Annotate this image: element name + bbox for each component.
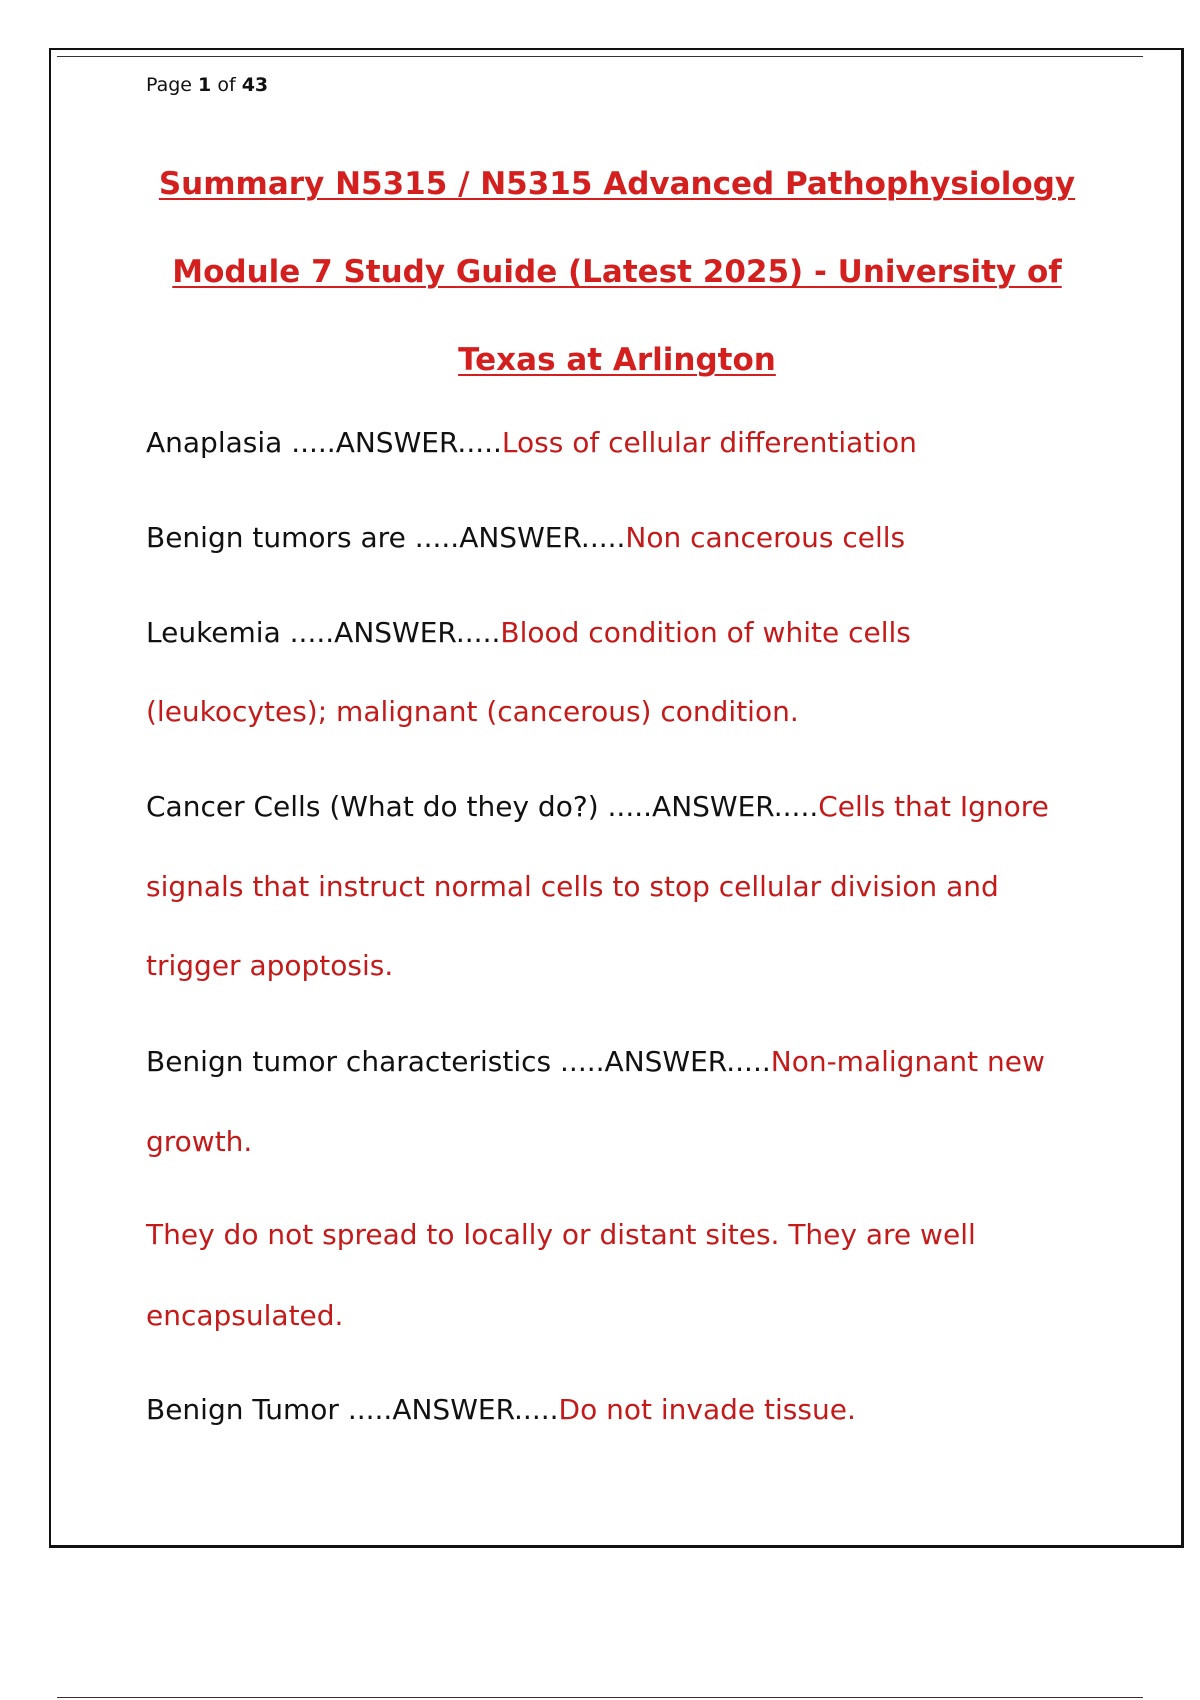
page-number xyxy=(146,74,268,96)
qa-separator: .....ANSWER..... xyxy=(289,616,501,649)
qa-answer: Non cancerous cells xyxy=(625,521,906,554)
top-rule xyxy=(57,56,1143,57)
qa-answer-continuation: They do not spread to locally or distant sites. They are well xyxy=(146,1218,976,1251)
qa-separator: .....ANSWER..... xyxy=(560,1045,771,1078)
qa-answer: Loss of cellular differentiation xyxy=(501,426,917,459)
qa-separator: .....ANSWER..... xyxy=(291,426,502,459)
qa-separator: .....ANSWER..... xyxy=(607,790,819,823)
bottom-rule xyxy=(57,1697,1143,1698)
page-current: 1 xyxy=(198,74,212,96)
qa-item-anaplasia xyxy=(146,426,917,459)
qa-answer-continuation: signals that instruct normal cells to stop cellular division and xyxy=(146,870,999,903)
qa-answer: Blood condition of white cells xyxy=(500,616,911,649)
qa-item-benign-tumor-characteristics xyxy=(146,1045,1045,1078)
document-title xyxy=(146,140,1088,404)
page-label: Page xyxy=(146,74,192,96)
qa-answer-continuation: growth. xyxy=(146,1125,253,1158)
page-of: of xyxy=(217,74,236,96)
qa-term: Benign tumor characteristics xyxy=(146,1045,552,1078)
qa-answer: Non-malignant new xyxy=(770,1045,1045,1078)
qa-answer-continuation: trigger apoptosis. xyxy=(146,949,394,982)
qa-item-benign-tumor xyxy=(146,1393,856,1426)
title-line-3: Texas at Arlington xyxy=(458,342,776,378)
qa-term: Cancer Cells (What do they do?) xyxy=(146,790,599,823)
qa-term: Anaplasia xyxy=(146,426,283,459)
qa-answer-continuation: encapsulated. xyxy=(146,1299,344,1332)
title-line-2: Module 7 Study Guide (Latest 2025) - University of xyxy=(172,254,1062,290)
qa-term: Benign tumors are xyxy=(146,521,406,554)
qa-answer-continuation: (leukocytes); malignant (cancerous) condition. xyxy=(146,695,799,728)
qa-separator: .....ANSWER..... xyxy=(347,1393,559,1426)
qa-separator: .....ANSWER..... xyxy=(414,521,626,554)
qa-term: Leukemia xyxy=(146,616,281,649)
page-total: 43 xyxy=(241,74,269,96)
title-line-1: Summary N5315 / N5315 Advanced Pathophysiology xyxy=(158,166,1076,202)
qa-item-cancer-cells xyxy=(146,790,1049,823)
qa-term: Benign Tumor xyxy=(146,1393,339,1426)
qa-answer: Do not invade tissue. xyxy=(558,1393,856,1426)
qa-answer: Cells that Ignore xyxy=(818,790,1049,823)
qa-item-benign-tumors-are xyxy=(146,521,905,554)
qa-item-leukemia xyxy=(146,616,911,649)
